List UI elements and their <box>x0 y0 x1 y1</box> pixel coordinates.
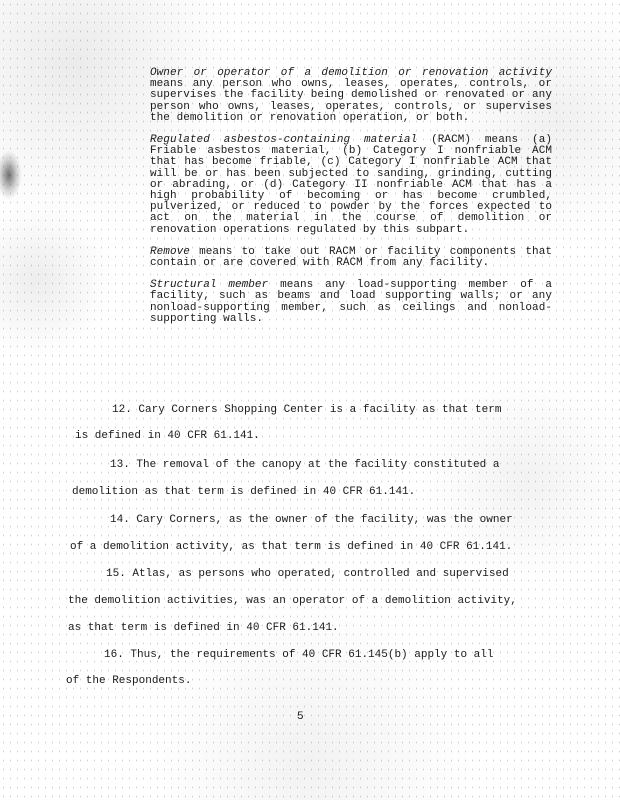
paragraph-13-line-1: 13. The removal of the canopy at the facility constituted a <box>110 459 500 471</box>
paragraph-15-line-3: as that term is defined in 40 CFR 61.141. <box>68 622 339 634</box>
paragraph-14-line-2: of a demolition activity, as that term is defined in 40 CFR 61.141. <box>70 541 513 553</box>
definition-text: (RACM) means (a) Friable asbestos material, (b) Category I nonfriable ACM that has become friable, (c) Category I nonfriable ACM that will be or has been subjected to sanding, grinding, cutting or abrading, or (d) Category II nonfriable ACM that has a high probability of becoming or has become crumbled, pulverized, or reduced to powder by the forces expected to act on the material in the course of demolition or renovation operations regulated by this subpart. <box>150 134 552 236</box>
paragraph-15-line-2: the demolition activities, was an operator of a demolition activity, <box>68 595 517 607</box>
definition-term: Owner or operator of a demolition or renovation activity <box>150 67 552 79</box>
paragraph-14-line-1: 14. Cary Corners, as the owner of the facility, was the owner <box>110 514 513 526</box>
definition-text: means any load-supporting member of a facility, such as beams and load supporting walls; or any nonload-supporting member, such as ceilings and nonload-supporting walls. <box>150 279 553 325</box>
definition-owner-operator <box>150 68 552 124</box>
definition-remove <box>150 247 552 269</box>
definition-text: means to take out RACM or facility components that contain or are covered with RACM from any facility. <box>150 245 552 270</box>
definition-structural-member <box>150 280 552 325</box>
page-number: 5 <box>297 711 304 723</box>
definitions-block <box>150 68 552 336</box>
paragraph-16-line-2: of the Respondents. <box>66 675 192 687</box>
definition-text: means any person who owns, leases, operates, controls, or supervises the facility being demolished or renovated or any person who owns, leases, operates, controls, or supervises the demolition or renovation operation, or both. <box>150 78 552 124</box>
scan-speck <box>0 150 22 200</box>
paragraph-13-line-2: demolition as that term is defined in 40 CFR 61.141. <box>72 486 416 498</box>
definition-term: Structural member <box>150 279 269 292</box>
definition-racm <box>150 135 552 236</box>
definition-term: Remove <box>150 245 190 258</box>
definition-term: Regulated asbestos-containing material <box>150 134 418 147</box>
paragraph-16-line-1: 16. Thus, the requirements of 40 CFR 61.145(b) apply to all <box>104 649 494 661</box>
paragraph-12-line-1: 12. Cary Corners Shopping Center is a facility as that term <box>112 404 502 416</box>
paragraph-15-line-1: 15. Atlas, as persons who operated, controlled and supervised <box>106 568 509 580</box>
paragraph-12-line-2: is defined in 40 CFR 61.141. <box>75 430 260 442</box>
